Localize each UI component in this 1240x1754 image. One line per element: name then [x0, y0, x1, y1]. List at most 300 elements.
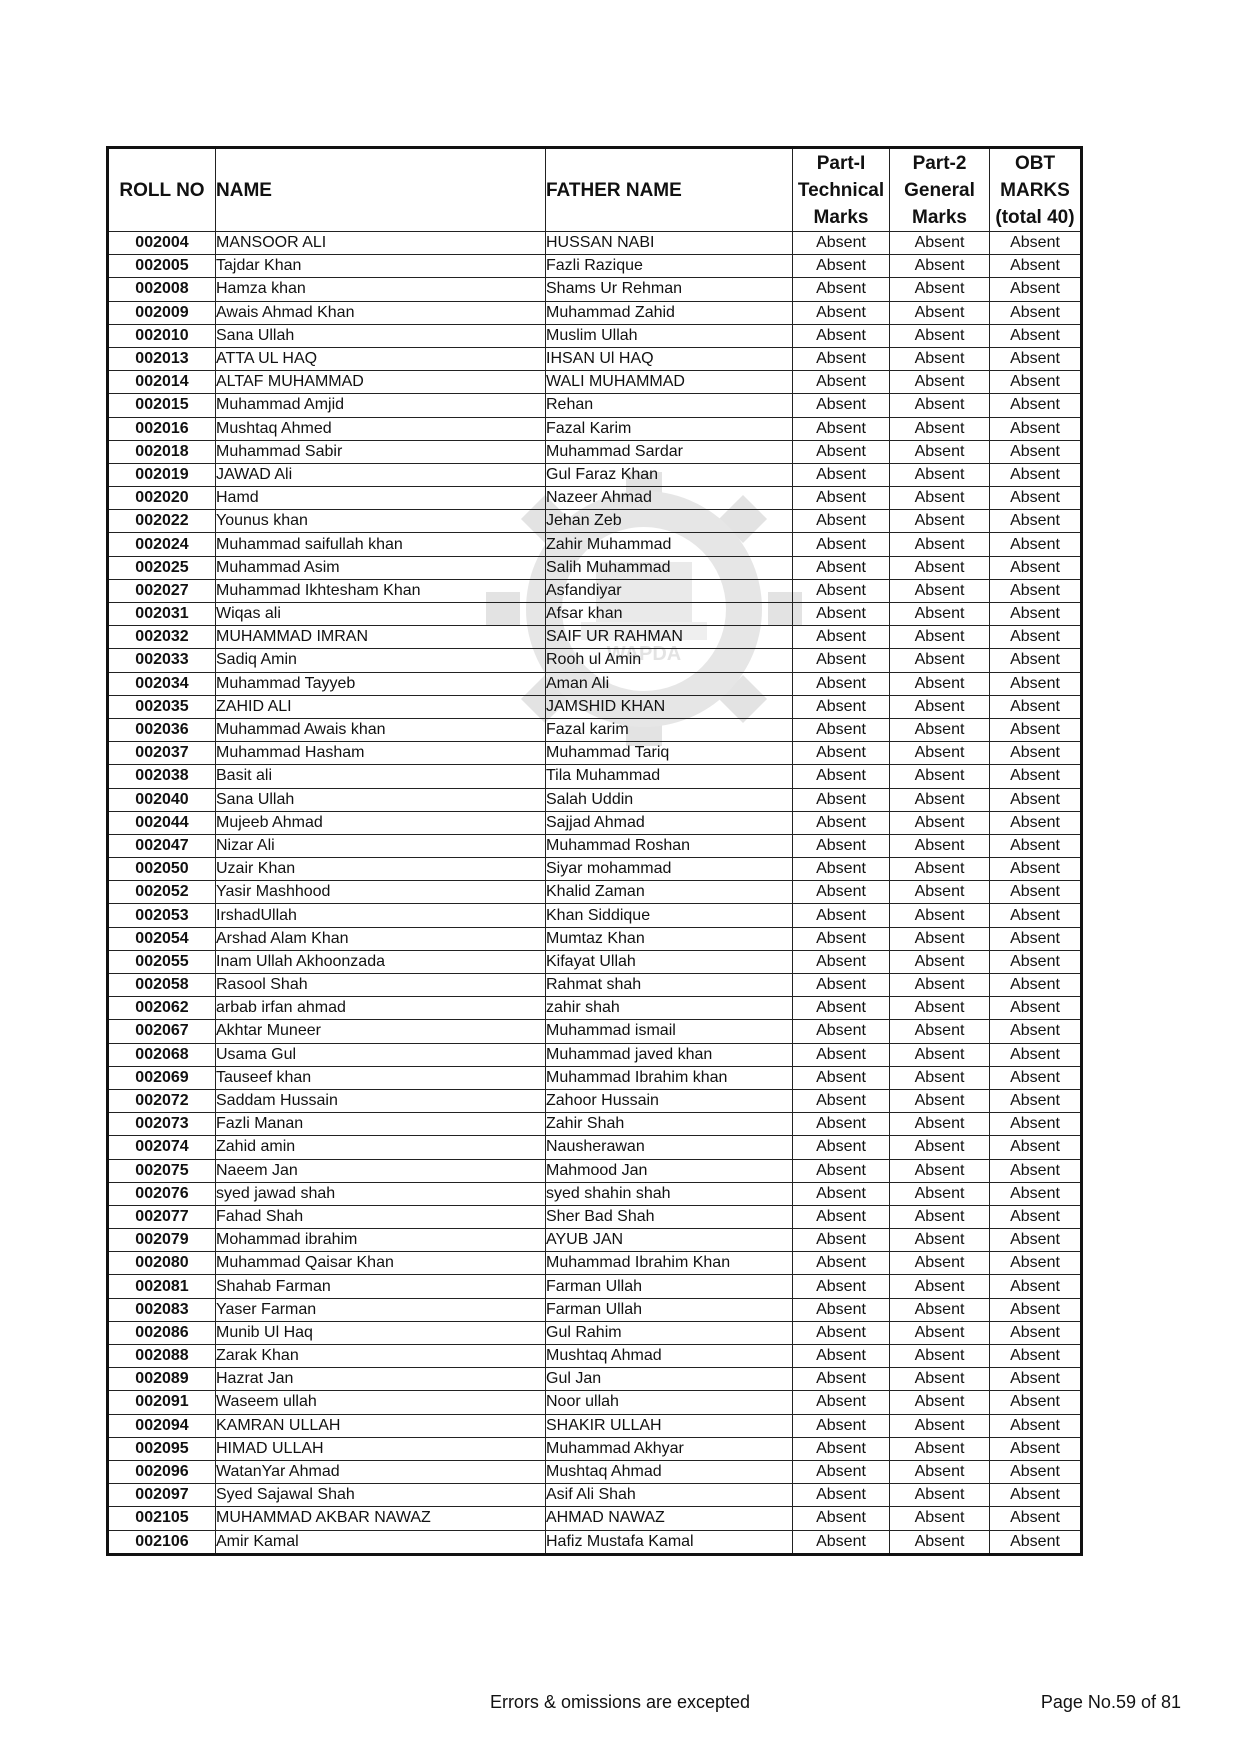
cell-part1: Absent [793, 950, 890, 973]
cell-part2: Absent [890, 765, 990, 788]
cell-obt: Absent [990, 1205, 1082, 1228]
cell-roll: 002069 [108, 1066, 216, 1089]
cell-part1: Absent [793, 603, 890, 626]
cell-part2: Absent [890, 1507, 990, 1530]
footer-page-number: Page No.59 of 81 [1040, 1692, 1181, 1712]
cell-roll: 002016 [108, 417, 216, 440]
cell-obt: Absent [990, 1321, 1082, 1344]
cell-obt: Absent [990, 324, 1082, 347]
cell-part2: Absent [890, 695, 990, 718]
cell-part2: Absent [890, 950, 990, 973]
cell-part1: Absent [793, 1136, 890, 1159]
cell-name: WatanYar Ahmad [216, 1460, 546, 1483]
cell-part1: Absent [793, 718, 890, 741]
cell-name: Muhammad Awais khan [216, 718, 546, 741]
header-part1-technical-marks [793, 148, 890, 232]
cell-roll: 002094 [108, 1414, 216, 1437]
cell-roll: 002075 [108, 1159, 216, 1182]
cell-part1: Absent [793, 533, 890, 556]
table-row [108, 510, 1082, 533]
cell-father: syed shahin shah [546, 1182, 793, 1205]
cell-father: IHSAN Ul HAQ [546, 347, 793, 370]
cell-roll: 002080 [108, 1252, 216, 1275]
table-row [108, 255, 1082, 278]
cell-roll: 002062 [108, 997, 216, 1020]
cell-part2: Absent [890, 347, 990, 370]
cell-obt: Absent [990, 255, 1082, 278]
cell-name: Muhammad Tayyeb [216, 672, 546, 695]
cell-obt: Absent [990, 1066, 1082, 1089]
cell-father: Mushtaq Ahmad [546, 1460, 793, 1483]
cell-part1: Absent [793, 417, 890, 440]
table-row [108, 1252, 1082, 1275]
table-row [108, 1159, 1082, 1182]
cell-part1: Absent [793, 1020, 890, 1043]
cell-part1: Absent [793, 1252, 890, 1275]
cell-part1: Absent [793, 556, 890, 579]
cell-father: Salah Uddin [546, 788, 793, 811]
cell-roll: 002089 [108, 1368, 216, 1391]
cell-roll: 002077 [108, 1205, 216, 1228]
cell-part1: Absent [793, 1530, 890, 1554]
cell-obt: Absent [990, 858, 1082, 881]
cell-name: Fahad Shah [216, 1205, 546, 1228]
cell-obt: Absent [990, 1437, 1082, 1460]
table-row [108, 1043, 1082, 1066]
table-row [108, 603, 1082, 626]
header-part1-line2: Technical [797, 179, 885, 201]
cell-father: Tila Muhammad [546, 765, 793, 788]
header-part2-line1: Part-2 [912, 152, 967, 174]
cell-part1: Absent [793, 1182, 890, 1205]
cell-roll: 002055 [108, 950, 216, 973]
cell-part2: Absent [890, 1391, 990, 1414]
cell-name: Yaser Farman [216, 1298, 546, 1321]
cell-part2: Absent [890, 1414, 990, 1437]
cell-father: Salih Muhammad [546, 556, 793, 579]
cell-obt: Absent [990, 765, 1082, 788]
cell-part1: Absent [793, 765, 890, 788]
cell-part1: Absent [793, 1113, 890, 1136]
cell-roll: 002067 [108, 1020, 216, 1043]
cell-roll: 002009 [108, 301, 216, 324]
cell-name: Wiqas ali [216, 603, 546, 626]
cell-name: Sadiq Amin [216, 649, 546, 672]
cell-roll: 002088 [108, 1345, 216, 1368]
cell-part2: Absent [890, 255, 990, 278]
cell-part2: Absent [890, 672, 990, 695]
cell-part1: Absent [793, 1460, 890, 1483]
cell-part2: Absent [890, 1275, 990, 1298]
cell-part2: Absent [890, 1159, 990, 1182]
cell-name: MUHAMMAD AKBAR NAWAZ [216, 1507, 546, 1530]
table-row [108, 950, 1082, 973]
cell-name: Fazli Manan [216, 1113, 546, 1136]
cell-part1: Absent [793, 788, 890, 811]
cell-obt: Absent [990, 579, 1082, 602]
cell-part2: Absent [890, 440, 990, 463]
table-row [108, 788, 1082, 811]
cell-father: Khan Siddique [546, 904, 793, 927]
cell-obt: Absent [990, 742, 1082, 765]
table-row [108, 1020, 1082, 1043]
table-row [108, 626, 1082, 649]
cell-name: Sana Ullah [216, 324, 546, 347]
cell-part2: Absent [890, 788, 990, 811]
cell-part1: Absent [793, 858, 890, 881]
cell-part1: Absent [793, 510, 890, 533]
cell-father: Kifayat Ullah [546, 950, 793, 973]
cell-obt: Absent [990, 997, 1082, 1020]
cell-part2: Absent [890, 811, 990, 834]
cell-part1: Absent [793, 1484, 890, 1507]
cell-part1: Absent [793, 371, 890, 394]
cell-name: arbab irfan ahmad [216, 997, 546, 1020]
cell-father: Jehan Zeb [546, 510, 793, 533]
table-row [108, 347, 1082, 370]
cell-name: Muhammad Asim [216, 556, 546, 579]
cell-part1: Absent [793, 1043, 890, 1066]
table-row [108, 811, 1082, 834]
cell-obt: Absent [990, 1182, 1082, 1205]
cell-obt: Absent [990, 626, 1082, 649]
table-row [108, 904, 1082, 927]
cell-father: Muslim Ullah [546, 324, 793, 347]
cell-father: Muhammad Akhyar [546, 1437, 793, 1460]
cell-obt: Absent [990, 811, 1082, 834]
table-row [108, 1484, 1082, 1507]
cell-roll: 002079 [108, 1229, 216, 1252]
table-row [108, 1437, 1082, 1460]
cell-obt: Absent [990, 1043, 1082, 1066]
cell-part1: Absent [793, 904, 890, 927]
cell-roll: 002076 [108, 1182, 216, 1205]
table-row [108, 1507, 1082, 1530]
cell-father: Noor ullah [546, 1391, 793, 1414]
table-row [108, 394, 1082, 417]
table-row [108, 1089, 1082, 1112]
cell-name: Hamza khan [216, 278, 546, 301]
cell-obt: Absent [990, 1159, 1082, 1182]
cell-roll: 002005 [108, 255, 216, 278]
cell-obt: Absent [990, 950, 1082, 973]
cell-part2: Absent [890, 278, 990, 301]
table-row [108, 417, 1082, 440]
cell-part2: Absent [890, 1437, 990, 1460]
cell-name: Arshad Alam Khan [216, 927, 546, 950]
cell-part2: Absent [890, 718, 990, 741]
cell-name: Mushtaq Ahmed [216, 417, 546, 440]
table-row [108, 487, 1082, 510]
cell-father: Muhammad Ibrahim khan [546, 1066, 793, 1089]
cell-father: Mahmood Jan [546, 1159, 793, 1182]
cell-father: Rehan [546, 394, 793, 417]
cell-obt: Absent [990, 440, 1082, 463]
cell-roll: 002018 [108, 440, 216, 463]
cell-name: Mujeeb Ahmad [216, 811, 546, 834]
cell-father: Muhammad Zahid [546, 301, 793, 324]
cell-roll: 002024 [108, 533, 216, 556]
cell-roll: 002053 [108, 904, 216, 927]
table-row [108, 440, 1082, 463]
cell-name: Amir Kamal [216, 1530, 546, 1554]
cell-obt: Absent [990, 1275, 1082, 1298]
cell-roll: 002027 [108, 579, 216, 602]
cell-part2: Absent [890, 1460, 990, 1483]
cell-name: Younus khan [216, 510, 546, 533]
table-row [108, 649, 1082, 672]
cell-father: Mumtaz Khan [546, 927, 793, 950]
cell-obt: Absent [990, 371, 1082, 394]
cell-roll: 002095 [108, 1437, 216, 1460]
table-row [108, 1368, 1082, 1391]
cell-part1: Absent [793, 626, 890, 649]
cell-roll: 002022 [108, 510, 216, 533]
cell-father: Nausherawan [546, 1136, 793, 1159]
cell-part2: Absent [890, 742, 990, 765]
cell-obt: Absent [990, 603, 1082, 626]
cell-roll: 002096 [108, 1460, 216, 1483]
cell-obt: Absent [990, 834, 1082, 857]
header-obt-line1: OBT [1014, 152, 1056, 174]
table-row [108, 834, 1082, 857]
cell-obt: Absent [990, 1368, 1082, 1391]
cell-name: Muhammad Sabir [216, 440, 546, 463]
cell-father: Gul Rahim [546, 1321, 793, 1344]
cell-part2: Absent [890, 1043, 990, 1066]
cell-name: Muhammad Qaisar Khan [216, 1252, 546, 1275]
cell-name: KAMRAN ULLAH [216, 1414, 546, 1437]
cell-obt: Absent [990, 1345, 1082, 1368]
cell-name: Mohammad ibrahim [216, 1229, 546, 1252]
cell-obt: Absent [990, 881, 1082, 904]
cell-part2: Absent [890, 417, 990, 440]
header-part2-line2: General [904, 179, 975, 201]
cell-part1: Absent [793, 997, 890, 1020]
cell-father: Gul Jan [546, 1368, 793, 1391]
cell-father: JAMSHID KHAN [546, 695, 793, 718]
cell-part1: Absent [793, 579, 890, 602]
cell-name: Waseem ullah [216, 1391, 546, 1414]
cell-father: Muhammad Tariq [546, 742, 793, 765]
cell-part2: Absent [890, 1368, 990, 1391]
table-row [108, 881, 1082, 904]
cell-name: Tauseef khan [216, 1066, 546, 1089]
cell-part1: Absent [793, 974, 890, 997]
cell-obt: Absent [990, 1298, 1082, 1321]
cell-part1: Absent [793, 881, 890, 904]
cell-obt: Absent [990, 533, 1082, 556]
cell-part1: Absent [793, 463, 890, 486]
cell-roll: 002015 [108, 394, 216, 417]
table-row [108, 324, 1082, 347]
cell-name: Muhammad Hasham [216, 742, 546, 765]
table-row [108, 1414, 1082, 1437]
table-row [108, 765, 1082, 788]
table-row [108, 672, 1082, 695]
table-row [108, 1136, 1082, 1159]
cell-roll: 002036 [108, 718, 216, 741]
cell-obt: Absent [990, 1391, 1082, 1414]
header-part1-line3: Marks [813, 206, 869, 228]
cell-part1: Absent [793, 1391, 890, 1414]
cell-obt: Absent [990, 301, 1082, 324]
table-row [108, 232, 1082, 255]
cell-roll: 002033 [108, 649, 216, 672]
table-row [108, 1321, 1082, 1344]
cell-roll: 002073 [108, 1113, 216, 1136]
cell-father: Muhammad Ibrahim Khan [546, 1252, 793, 1275]
cell-part2: Absent [890, 1182, 990, 1205]
table-row [108, 1298, 1082, 1321]
cell-part1: Absent [793, 1066, 890, 1089]
cell-father: Fazal karim [546, 718, 793, 741]
cell-part2: Absent [890, 1321, 990, 1344]
header-obt-line3: (total 40) [995, 206, 1075, 228]
header-part2-general-marks [890, 148, 990, 232]
table-row [108, 1391, 1082, 1414]
cell-name: ATTA UL HAQ [216, 347, 546, 370]
cell-part1: Absent [793, 834, 890, 857]
watermark-wapda-text: WAPDA [606, 643, 682, 665]
cell-part1: Absent [793, 278, 890, 301]
cell-part2: Absent [890, 927, 990, 950]
cell-part1: Absent [793, 487, 890, 510]
cell-roll: 002091 [108, 1391, 216, 1414]
cell-roll: 002038 [108, 765, 216, 788]
footer-disclaimer: Errors & omissions are excepted [489, 1692, 751, 1712]
cell-father: Rahmat shah [546, 974, 793, 997]
cell-father: zahir shah [546, 997, 793, 1020]
cell-part2: Absent [890, 904, 990, 927]
cell-obt: Absent [990, 649, 1082, 672]
cell-part2: Absent [890, 1205, 990, 1228]
cell-father: Hafiz Mustafa Kamal [546, 1530, 793, 1554]
cell-part2: Absent [890, 1229, 990, 1252]
cell-father: SHAKIR ULLAH [546, 1414, 793, 1437]
cell-part1: Absent [793, 672, 890, 695]
cell-part1: Absent [793, 1437, 890, 1460]
cell-part1: Absent [793, 1229, 890, 1252]
cell-name: Sana Ullah [216, 788, 546, 811]
cell-obt: Absent [990, 1089, 1082, 1112]
cell-roll: 002032 [108, 626, 216, 649]
cell-name: Yasir Mashhood [216, 881, 546, 904]
table-row [108, 301, 1082, 324]
cell-father: Rooh ul Amin [546, 649, 793, 672]
cell-part2: Absent [890, 603, 990, 626]
cell-part2: Absent [890, 463, 990, 486]
cell-name: Zarak Khan [216, 1345, 546, 1368]
cell-father: Mushtaq Ahmad [546, 1345, 793, 1368]
cell-name: Akhtar Muneer [216, 1020, 546, 1043]
cell-father: Muhammad Sardar [546, 440, 793, 463]
cell-father: Aman Ali [546, 672, 793, 695]
cell-name: Basit ali [216, 765, 546, 788]
cell-part1: Absent [793, 1275, 890, 1298]
cell-father: Farman Ullah [546, 1275, 793, 1298]
cell-father: Gul Faraz Khan [546, 463, 793, 486]
cell-father: Nazeer Ahmad [546, 487, 793, 510]
cell-part1: Absent [793, 649, 890, 672]
cell-obt: Absent [990, 278, 1082, 301]
cell-name: Inam Ullah Akhoonzada [216, 950, 546, 973]
cell-part2: Absent [890, 301, 990, 324]
cell-roll: 002020 [108, 487, 216, 510]
cell-father: Zahir Muhammad [546, 533, 793, 556]
cell-part2: Absent [890, 1345, 990, 1368]
table-row [108, 695, 1082, 718]
cell-part2: Absent [890, 510, 990, 533]
table-row [108, 997, 1082, 1020]
table-row [108, 278, 1082, 301]
cell-roll: 002086 [108, 1321, 216, 1344]
cell-part2: Absent [890, 1298, 990, 1321]
cell-name: Muhammad saifullah khan [216, 533, 546, 556]
cell-part1: Absent [793, 347, 890, 370]
cell-part1: Absent [793, 440, 890, 463]
cell-father: Fazal Karim [546, 417, 793, 440]
cell-obt: Absent [990, 463, 1082, 486]
cell-roll: 002106 [108, 1530, 216, 1554]
cell-father: Muhammad ismail [546, 1020, 793, 1043]
cell-name: Zahid amin [216, 1136, 546, 1159]
cell-father: SAIF UR RAHMAN [546, 626, 793, 649]
cell-name: Usama Gul [216, 1043, 546, 1066]
cell-part2: Absent [890, 324, 990, 347]
cell-obt: Absent [990, 718, 1082, 741]
cell-name: Saddam Hussain [216, 1089, 546, 1112]
table-row [108, 1205, 1082, 1228]
cell-roll: 002014 [108, 371, 216, 394]
cell-roll: 002044 [108, 811, 216, 834]
cell-obt: Absent [990, 1113, 1082, 1136]
table-row [108, 579, 1082, 602]
cell-part1: Absent [793, 1368, 890, 1391]
cell-father: Asif Ali Shah [546, 1484, 793, 1507]
cell-obt: Absent [990, 927, 1082, 950]
cell-part2: Absent [890, 394, 990, 417]
cell-name: Tajdar Khan [216, 255, 546, 278]
cell-father: Farman Ullah [546, 1298, 793, 1321]
table-row [108, 1229, 1082, 1252]
cell-roll: 002047 [108, 834, 216, 857]
cell-part2: Absent [890, 579, 990, 602]
cell-part2: Absent [890, 1136, 990, 1159]
cell-obt: Absent [990, 232, 1082, 255]
cell-obt: Absent [990, 1460, 1082, 1483]
cell-part1: Absent [793, 695, 890, 718]
cell-part1: Absent [793, 232, 890, 255]
cell-name: Muhammad Amjid [216, 394, 546, 417]
cell-part2: Absent [890, 1066, 990, 1089]
cell-roll: 002054 [108, 927, 216, 950]
cell-roll: 002052 [108, 881, 216, 904]
cell-obt: Absent [990, 695, 1082, 718]
header-name: NAME [216, 148, 546, 232]
cell-father: Sajjad Ahmad [546, 811, 793, 834]
cell-obt: Absent [990, 904, 1082, 927]
cell-part2: Absent [890, 556, 990, 579]
cell-roll: 002040 [108, 788, 216, 811]
table-row [108, 533, 1082, 556]
cell-part1: Absent [793, 255, 890, 278]
cell-part1: Absent [793, 324, 890, 347]
cell-obt: Absent [990, 417, 1082, 440]
table-row [108, 463, 1082, 486]
cell-part2: Absent [890, 997, 990, 1020]
cell-part2: Absent [890, 649, 990, 672]
